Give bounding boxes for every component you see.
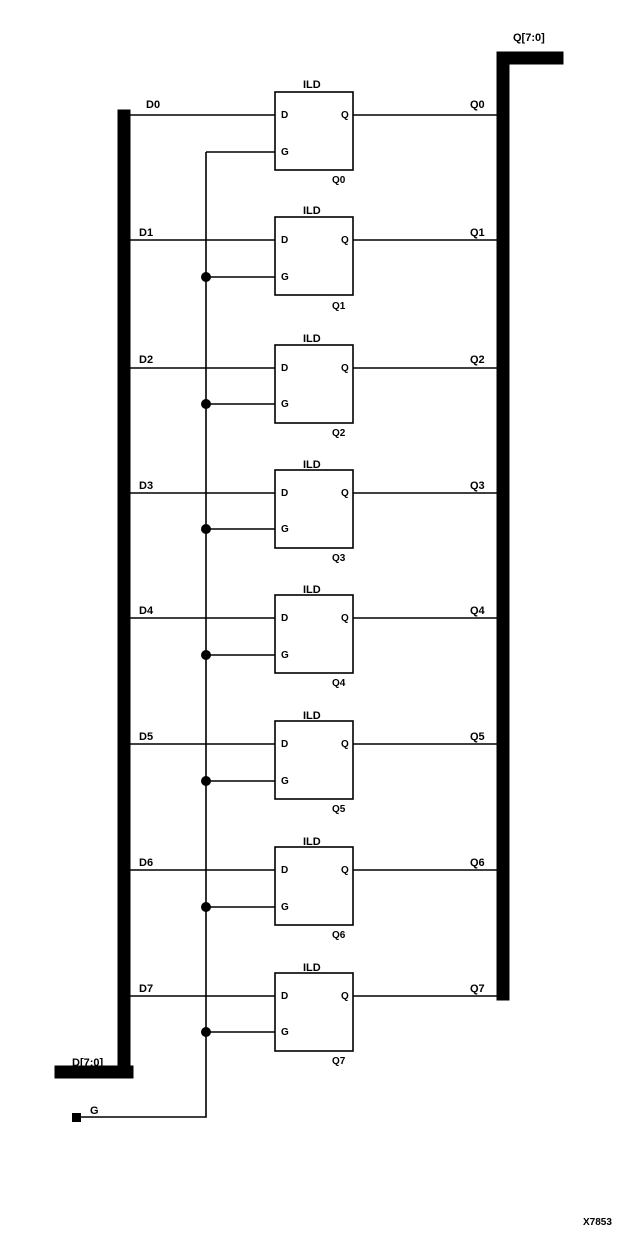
block-type-0: ILD bbox=[303, 79, 321, 91]
pin-q-2: Q bbox=[341, 363, 349, 374]
block-type-3: ILD bbox=[303, 459, 321, 471]
output-bus-label: Q[7:0] bbox=[513, 32, 545, 44]
input-bus bbox=[55, 110, 133, 1078]
pin-q-7: Q bbox=[341, 991, 349, 1002]
input-label-2: D2 bbox=[139, 354, 154, 366]
output-label-7: Q7 bbox=[470, 983, 485, 995]
pin-d-0: D bbox=[281, 110, 289, 121]
input-label-4: D4 bbox=[139, 605, 154, 617]
stage-3 bbox=[130, 470, 503, 548]
pin-q-0: Q bbox=[341, 110, 349, 121]
pin-g-0: G bbox=[281, 147, 289, 158]
block-type-6: ILD bbox=[303, 836, 321, 848]
instance-label-4: Q4 bbox=[332, 678, 346, 689]
pin-q-1: Q bbox=[341, 235, 349, 246]
stage-6 bbox=[130, 847, 503, 925]
output-label-6: Q6 bbox=[470, 857, 485, 869]
block-type-4: ILD bbox=[303, 584, 321, 596]
pin-q-3: Q bbox=[341, 488, 349, 499]
instance-label-5: Q5 bbox=[332, 804, 346, 815]
instance-label-2: Q2 bbox=[332, 428, 346, 439]
stage-1 bbox=[130, 217, 503, 295]
input-label-7: D7 bbox=[139, 983, 154, 995]
output-label-3: Q3 bbox=[470, 480, 485, 492]
input-label-6: D6 bbox=[139, 857, 154, 869]
output-label-1: Q1 bbox=[470, 227, 485, 239]
input-bus-label: D[7:0] bbox=[72, 1057, 104, 1069]
figure-id: X7853 bbox=[583, 1217, 612, 1228]
pin-d-5: D bbox=[281, 739, 289, 750]
input-label-3: D3 bbox=[139, 480, 154, 492]
block-type-1: ILD bbox=[303, 205, 321, 217]
input-label-1: D1 bbox=[139, 227, 154, 239]
pin-g-3: G bbox=[281, 524, 289, 535]
instance-label-0: Q0 bbox=[332, 175, 346, 186]
pin-d-1: D bbox=[281, 235, 289, 246]
instance-label-7: Q7 bbox=[332, 1056, 346, 1067]
stage-4 bbox=[130, 595, 503, 673]
pin-g-7: G bbox=[281, 1027, 289, 1038]
pin-q-4: Q bbox=[341, 613, 349, 624]
output-label-4: Q4 bbox=[470, 605, 485, 617]
instance-label-6: Q6 bbox=[332, 930, 346, 941]
output-label-5: Q5 bbox=[470, 731, 485, 743]
pin-d-3: D bbox=[281, 488, 289, 499]
stage-0 bbox=[130, 92, 503, 170]
output-label-2: Q2 bbox=[470, 354, 485, 366]
pin-g-5: G bbox=[281, 776, 289, 787]
pin-q-6: Q bbox=[341, 865, 349, 876]
pin-q-5: Q bbox=[341, 739, 349, 750]
output-label-0: Q0 bbox=[470, 99, 485, 111]
pin-d-2: D bbox=[281, 363, 289, 374]
pin-d-4: D bbox=[281, 613, 289, 624]
block-type-7: ILD bbox=[303, 962, 321, 974]
pin-d-6: D bbox=[281, 865, 289, 876]
pin-g-2: G bbox=[281, 399, 289, 410]
gate-input-label: G bbox=[90, 1105, 99, 1117]
pin-g-4: G bbox=[281, 650, 289, 661]
block-type-5: ILD bbox=[303, 710, 321, 722]
pin-d-7: D bbox=[281, 991, 289, 1002]
input-label-5: D5 bbox=[139, 731, 154, 743]
stage-5 bbox=[130, 721, 503, 799]
gate-net bbox=[72, 152, 206, 1122]
pin-g-1: G bbox=[281, 272, 289, 283]
output-bus bbox=[497, 52, 563, 1000]
stage-7 bbox=[130, 973, 503, 1051]
block-type-2: ILD bbox=[303, 333, 321, 345]
stage-2 bbox=[130, 345, 503, 423]
instance-label-3: Q3 bbox=[332, 553, 346, 564]
input-label-0: D0 bbox=[146, 99, 161, 111]
instance-label-1: Q1 bbox=[332, 301, 346, 312]
pin-g-6: G bbox=[281, 902, 289, 913]
